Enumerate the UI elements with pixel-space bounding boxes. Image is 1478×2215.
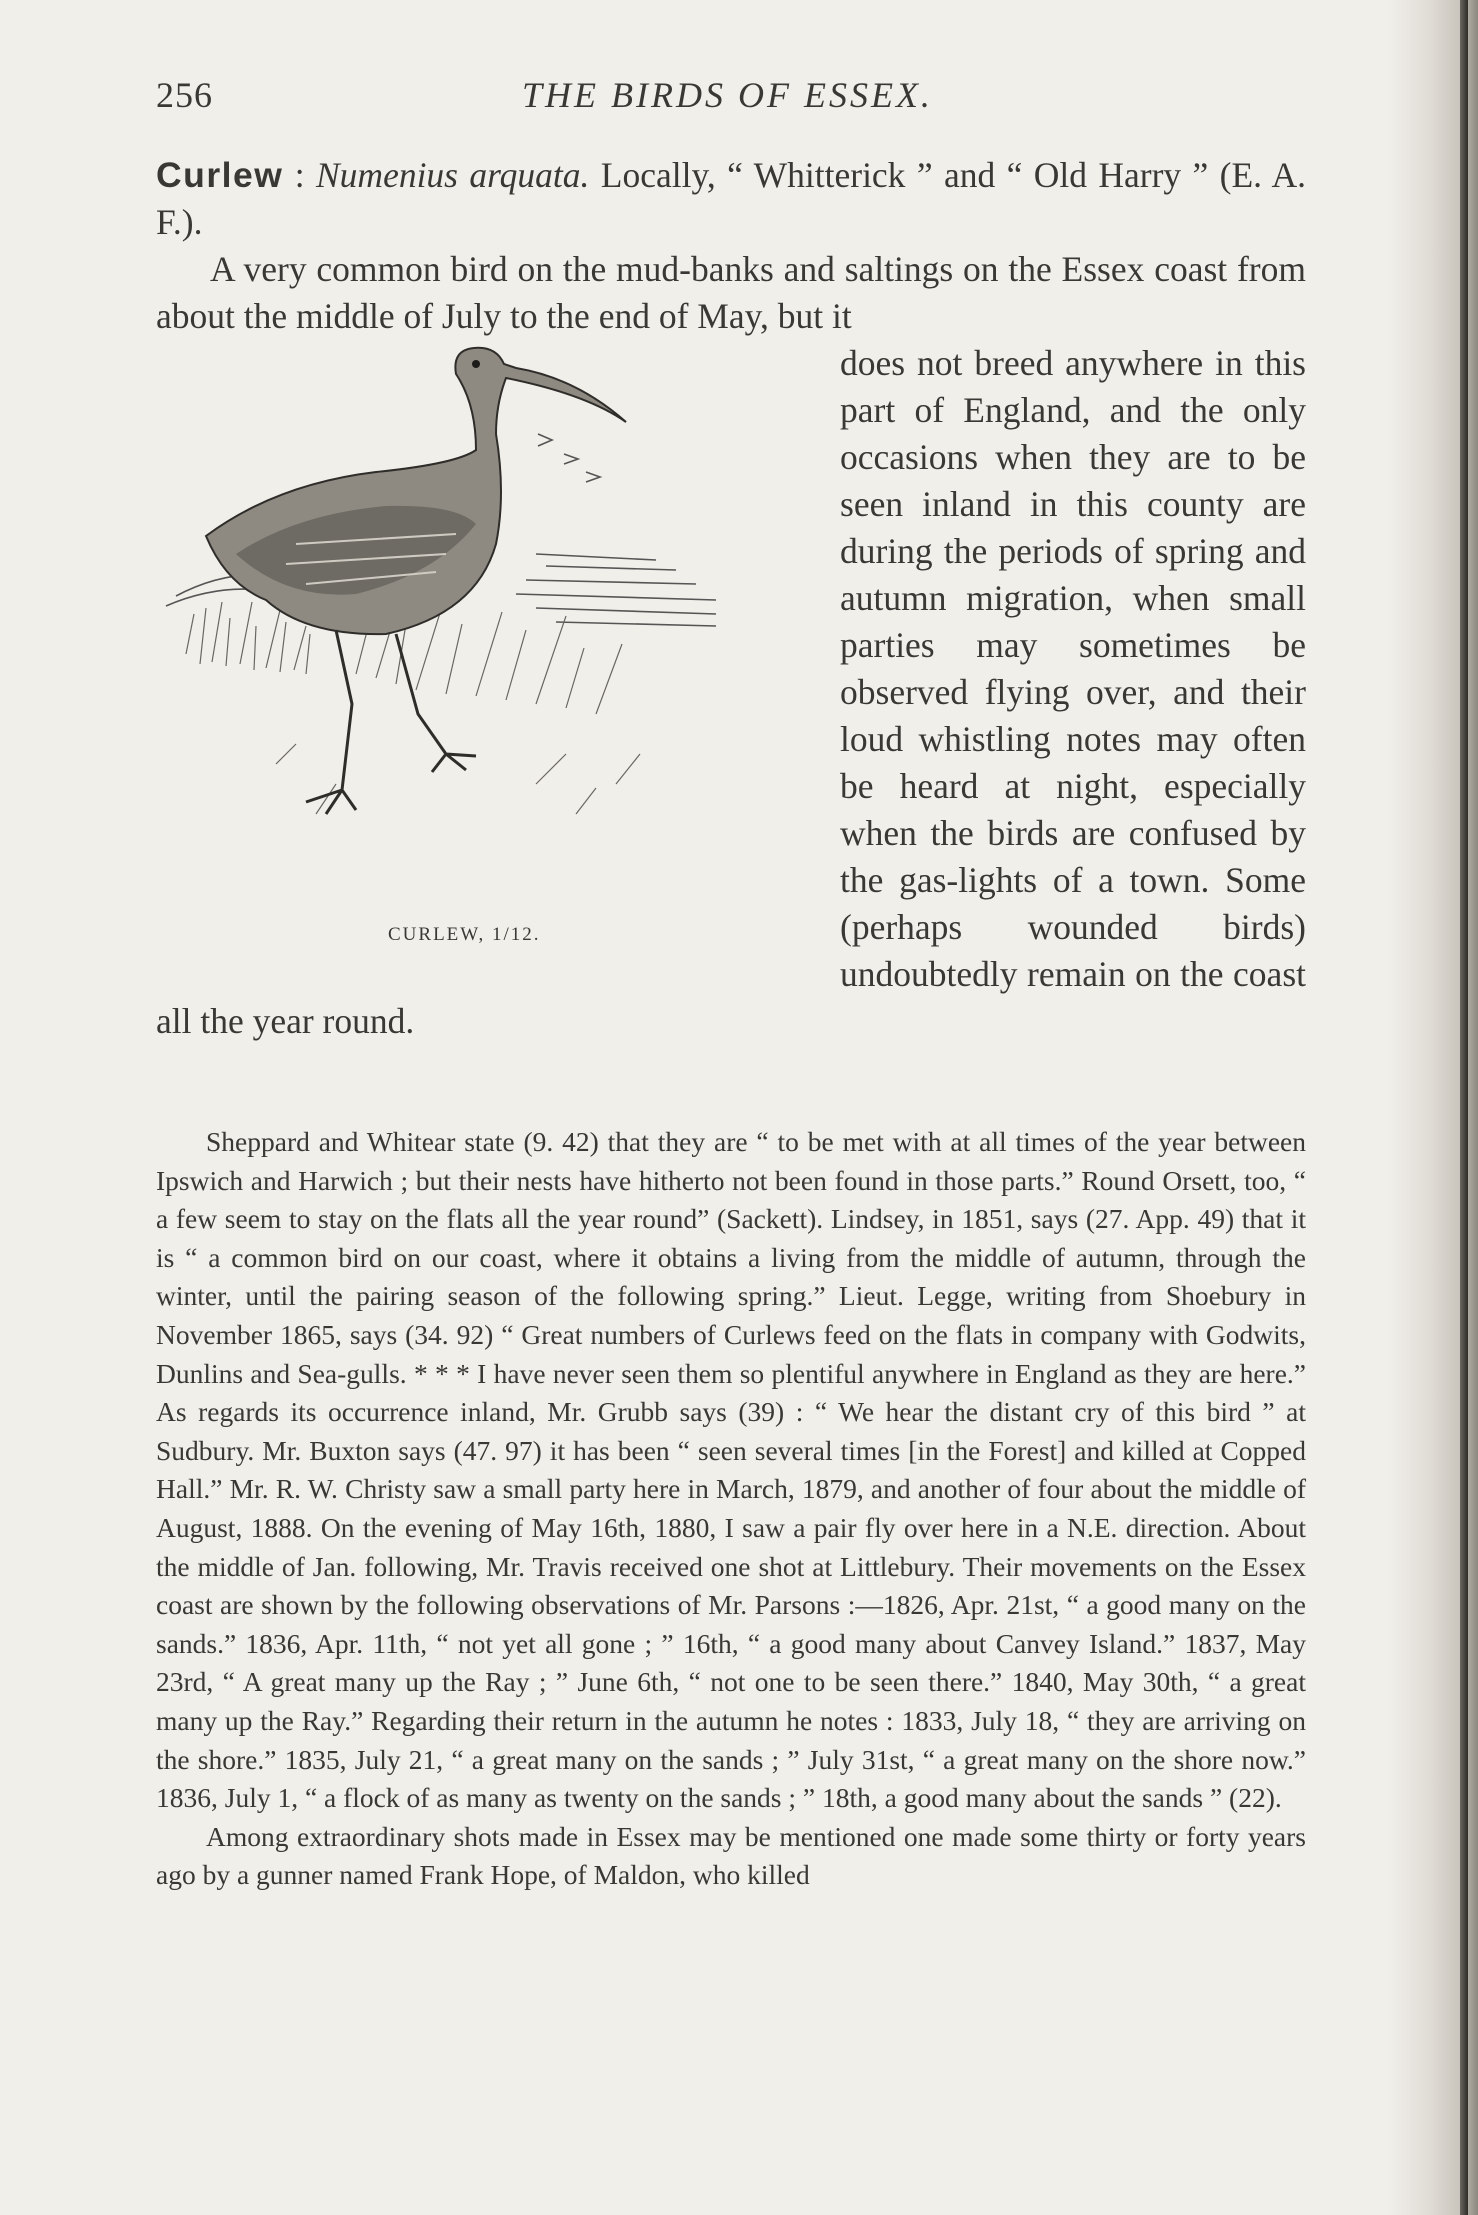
- curlew-figure: [156, 340, 830, 970]
- running-title: THE BIRDS OF ESSEX.: [522, 75, 933, 115]
- book-spine-edge: [1460, 0, 1468, 2215]
- species-name: Curlew: [156, 155, 284, 195]
- main-text: [156, 152, 1306, 1045]
- paragraph-3: Among extraordinary shots made in Essex may be mentioned one made some thirty or forty years ago by a gunner named Frank Hope, of Maldon, who killed: [156, 1820, 1306, 1891]
- local-names: Locally, “ Whitterick ” and “ Old Harry ” (E. A. F.).: [156, 155, 1306, 242]
- paragraph-1-continued: does not breed anywhere in this part of England, and the only occasions when they are to be seen inland in this county are during the periods of spring and autumn migration, when small parties may sometimes be observed flying over, and their loud whistling notes may often be heard at night, especially when the birds are confused by the gas-lights of a town. Some (perhaps wounded birds) undoubtedly remain on the coast all the year round.: [156, 343, 1306, 1041]
- curlew-engraving-icon: [156, 344, 830, 924]
- paragraph-1-start: A very common bird on the mud-banks and saltings on the Essex coast from about the middle of July to the end of May, but it: [156, 249, 1306, 336]
- entry-heading: [156, 152, 1306, 246]
- heading-separator: :: [283, 155, 316, 195]
- figure-caption: CURLEW, 1/12.: [388, 924, 541, 945]
- paragraph-2: Sheppard and Whitear state (9. 42) that they are “ to be met with at all times of the year between Ipswich and Harwich ; but their nests have hitherto not been found in those parts.” Round Orsett, too, “ a few seem to stay on the flats all the year round” (Sackett). Lindsey, in 1851, says (27. App. 49) that it is “ a common bird on our coast, where it obtains a living from the middle of autumn, through the winter, until the pairing season of the following spring.” Lieut. Legge, writing from Shoebury in November 1865, says (34. 92) “ Great numbers of Curlews feed on the flats in company with Godwits, Dunlins and Sea-gulls. * * * I have never seen them so plentiful anywhere in England as they are here.” As regards its occurrence inland, Mr. Grubb says (39) : “ We hear the distant cry of this bird ” at Sudbury. Mr. Buxton says (47. 97) it has been “ seen several times [in the Forest] and killed at Copped Hall.” Mr. R. W. Christy saw a small party here in March, 1879, and another of four about the middle of August, 1888. On the evening of May 16th, 1880, I saw a pair fly over here in a N.E. direction. About the middle of Jan. following, Mr. Travis received one shot at Littlebury. Their movements on the Essex coast are shown by the following observations of Mr. Parsons :—1826, Apr. 21st, “ a good many on the sands.” 1836, Apr. 11th, “ not yet all gone ; ” 16th, “ a good many about Canvey Island.” 1837, May 23rd, “ A great many up the Ray ; ” June 6th, “ not one to be seen there.” 1840, May 30th, “ a great many up the Ray.” Regarding their return in the autumn he notes : 1833, July 18, “ they are arriving on the shore.” 1835, July 21, “ a great many on the sands ; ” July 31st, “ a great many on the shore now.” 1836, July 1, “ a flock of as many as twenty on the sands ; ” 18th, a good many about the sands ” (22).: [156, 1126, 1306, 1814]
- small-print-text: [156, 1123, 1306, 1895]
- running-head: [156, 74, 1306, 124]
- page-number: 256: [156, 75, 213, 115]
- latin-name: Numenius arquata.: [316, 155, 590, 195]
